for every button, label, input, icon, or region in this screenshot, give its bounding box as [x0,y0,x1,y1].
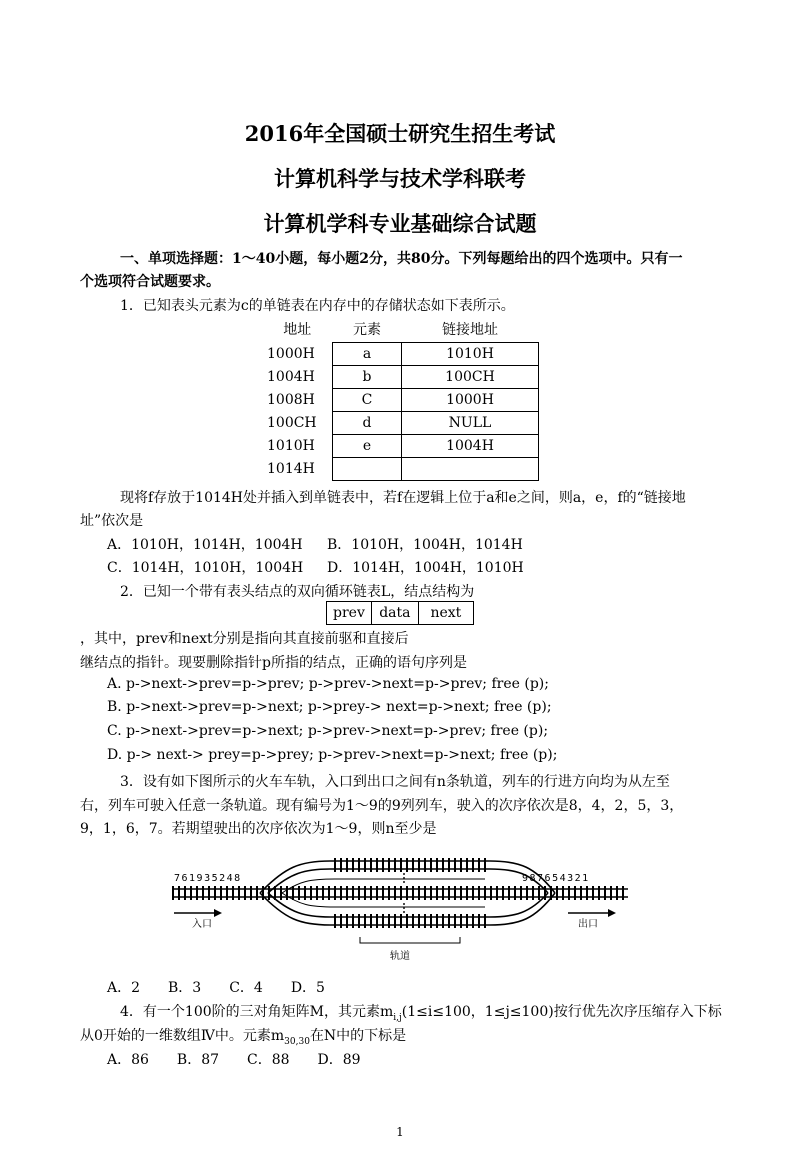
q4-subscript-30: 30,30 [284,1036,310,1047]
q2-stem: 2．已知一个带有表头结点的双向循环链表L，结点结构为 [120,584,475,600]
link-cell: 1004H [402,435,539,458]
q3-stem-line2: 右，列车可驶入任意一条轨道。现有编号为1～9的9列列车，驶入的次序依次是8，4，2，5，3， [80,798,684,814]
q4-subscript-ij: i,j [393,1012,402,1023]
page-number: 1 [396,1125,404,1139]
q4-options: A．86 B．87 C．88 D．89 [107,1052,361,1068]
q4-line2-post: 在N中的下标是 [309,1028,407,1044]
node-field-data: data [371,602,418,625]
q2-text-line2: 继结点的指针。现要删除指针p所指的结点，正确的语句序列是 [80,655,467,671]
left-train-sequence: 761935248 [174,873,242,884]
memory-table-header-link: 链接地址 [442,322,498,338]
q3-stem-line1: 3．设有如下图所示的火车车轨，入口到出口之间有n条轨道，列车的行进方向均为从左至 [120,774,670,790]
q1-stem: 1．已知表头元素为c的单链表在内存中的存储状态如下表所示。 [120,298,515,314]
q1-option-d: D．1014H，1004H，1010H [327,560,524,576]
track-label: 轨道 [390,951,410,962]
q4-stem-line1 [120,1001,722,1023]
elem-cell: C [333,389,402,412]
link-cell: 1000H [402,389,539,412]
exit-label: 出口 [578,919,598,930]
addr-cell: 1010H [267,438,315,454]
q3-stem-line3: 9，1，6，7。若期望驶出的次序依次为1～9，则n至少是 [80,821,437,837]
entry-arrow-head [214,909,222,917]
section-heading-line1: 一、单项选择题：1～40小题，每小题2分，共80分。下列每题给出的四个选项中。只有一 [120,251,683,267]
addr-cell: 1004H [267,369,315,385]
exit-arrow-head [608,909,616,917]
addr-cell: 1008H [267,392,315,408]
q2-text-line1: ，其中，prev和next分别是指向其直接前驱和直接后 [80,631,409,647]
link-cell: 1010H [402,343,539,366]
table-row [262,366,539,389]
table-row [262,435,539,458]
addr-cell: 100CH [267,415,317,431]
q4-stem-pre: 4．有一个100阶的三对角矩阵M，其元素m [120,1004,394,1020]
railway-track-diagram [160,845,640,965]
memory-table-header-addr: 地址 [283,322,312,339]
q4-stem-post: (1≤i≤100，1≤j≤100)按行优先次序压缩存入下标 [401,1004,722,1020]
q1-text-line1: 现将f存放于1014H处并插入到单链表中，若f在逻辑上位于a和e之间，则a，e，f的“链接地 [120,490,686,506]
node-field-prev: prev [327,602,372,625]
q2-option-b: B. p->next->prev=p->next; p->prey-> next=p->next; free (p); [107,699,552,715]
q1-option-a: A．1010H，1014H，1004H [107,537,303,553]
exam-subtitle: 计算机科学与技术学科联考 [274,166,526,191]
link-cell [402,458,539,481]
elem-cell: b [333,366,402,389]
link-cell: 100CH [402,366,539,389]
table-row [262,458,539,481]
table-row [262,412,539,435]
q4-stem-line2 [80,1025,406,1047]
table-row [262,389,539,412]
main-line-ties [172,886,628,900]
table-row [262,343,539,366]
elem-cell: e [333,435,402,458]
elem-cell [333,458,402,481]
q1-option-b: B．1010H，1004H，1014H [327,537,523,553]
link-cell: NULL [402,412,539,435]
elem-cell: a [333,343,402,366]
section-heading-line2: 个选项符合试题要求。 [80,274,220,290]
node-field-next: next [418,602,473,625]
paper-title: 计算机学科专业基础综合试题 [263,211,537,236]
q4-line2-pre: 从0开始的一维数组Ⅳ中。元素m [80,1028,285,1044]
track-label-bracket [360,937,460,943]
q3-options: A．2 B．3 C．4 D．5 [107,980,325,996]
q1-text-line2: 址”依次是 [80,513,144,529]
q2-option-a: A. p->next->prev=p->prev; p->prev->next=p->prev; free (p); [107,676,549,692]
memory-table [262,316,539,481]
q1-option-c: C．1014H，1010H，1004H [107,560,304,576]
elem-cell: d [333,412,402,435]
q2-option-c: C. p->next->prev=p->next; p->prev->next=p->prev; free (p); [107,723,549,739]
q2-option-d: D. p-> next-> prey=p->prey; p->prev->next=p->next; free (p); [107,747,558,763]
addr-cell: 1014H [267,461,315,477]
addr-cell: 1000H [267,346,315,362]
exam-title: 2016年全国硕士研究生招生考试 [244,121,556,146]
node-structure-table [326,601,474,625]
right-train-sequence: 987654321 [522,873,590,884]
entry-label: 入口 [192,919,212,930]
memory-table-header-elem: 元素 [353,322,381,338]
